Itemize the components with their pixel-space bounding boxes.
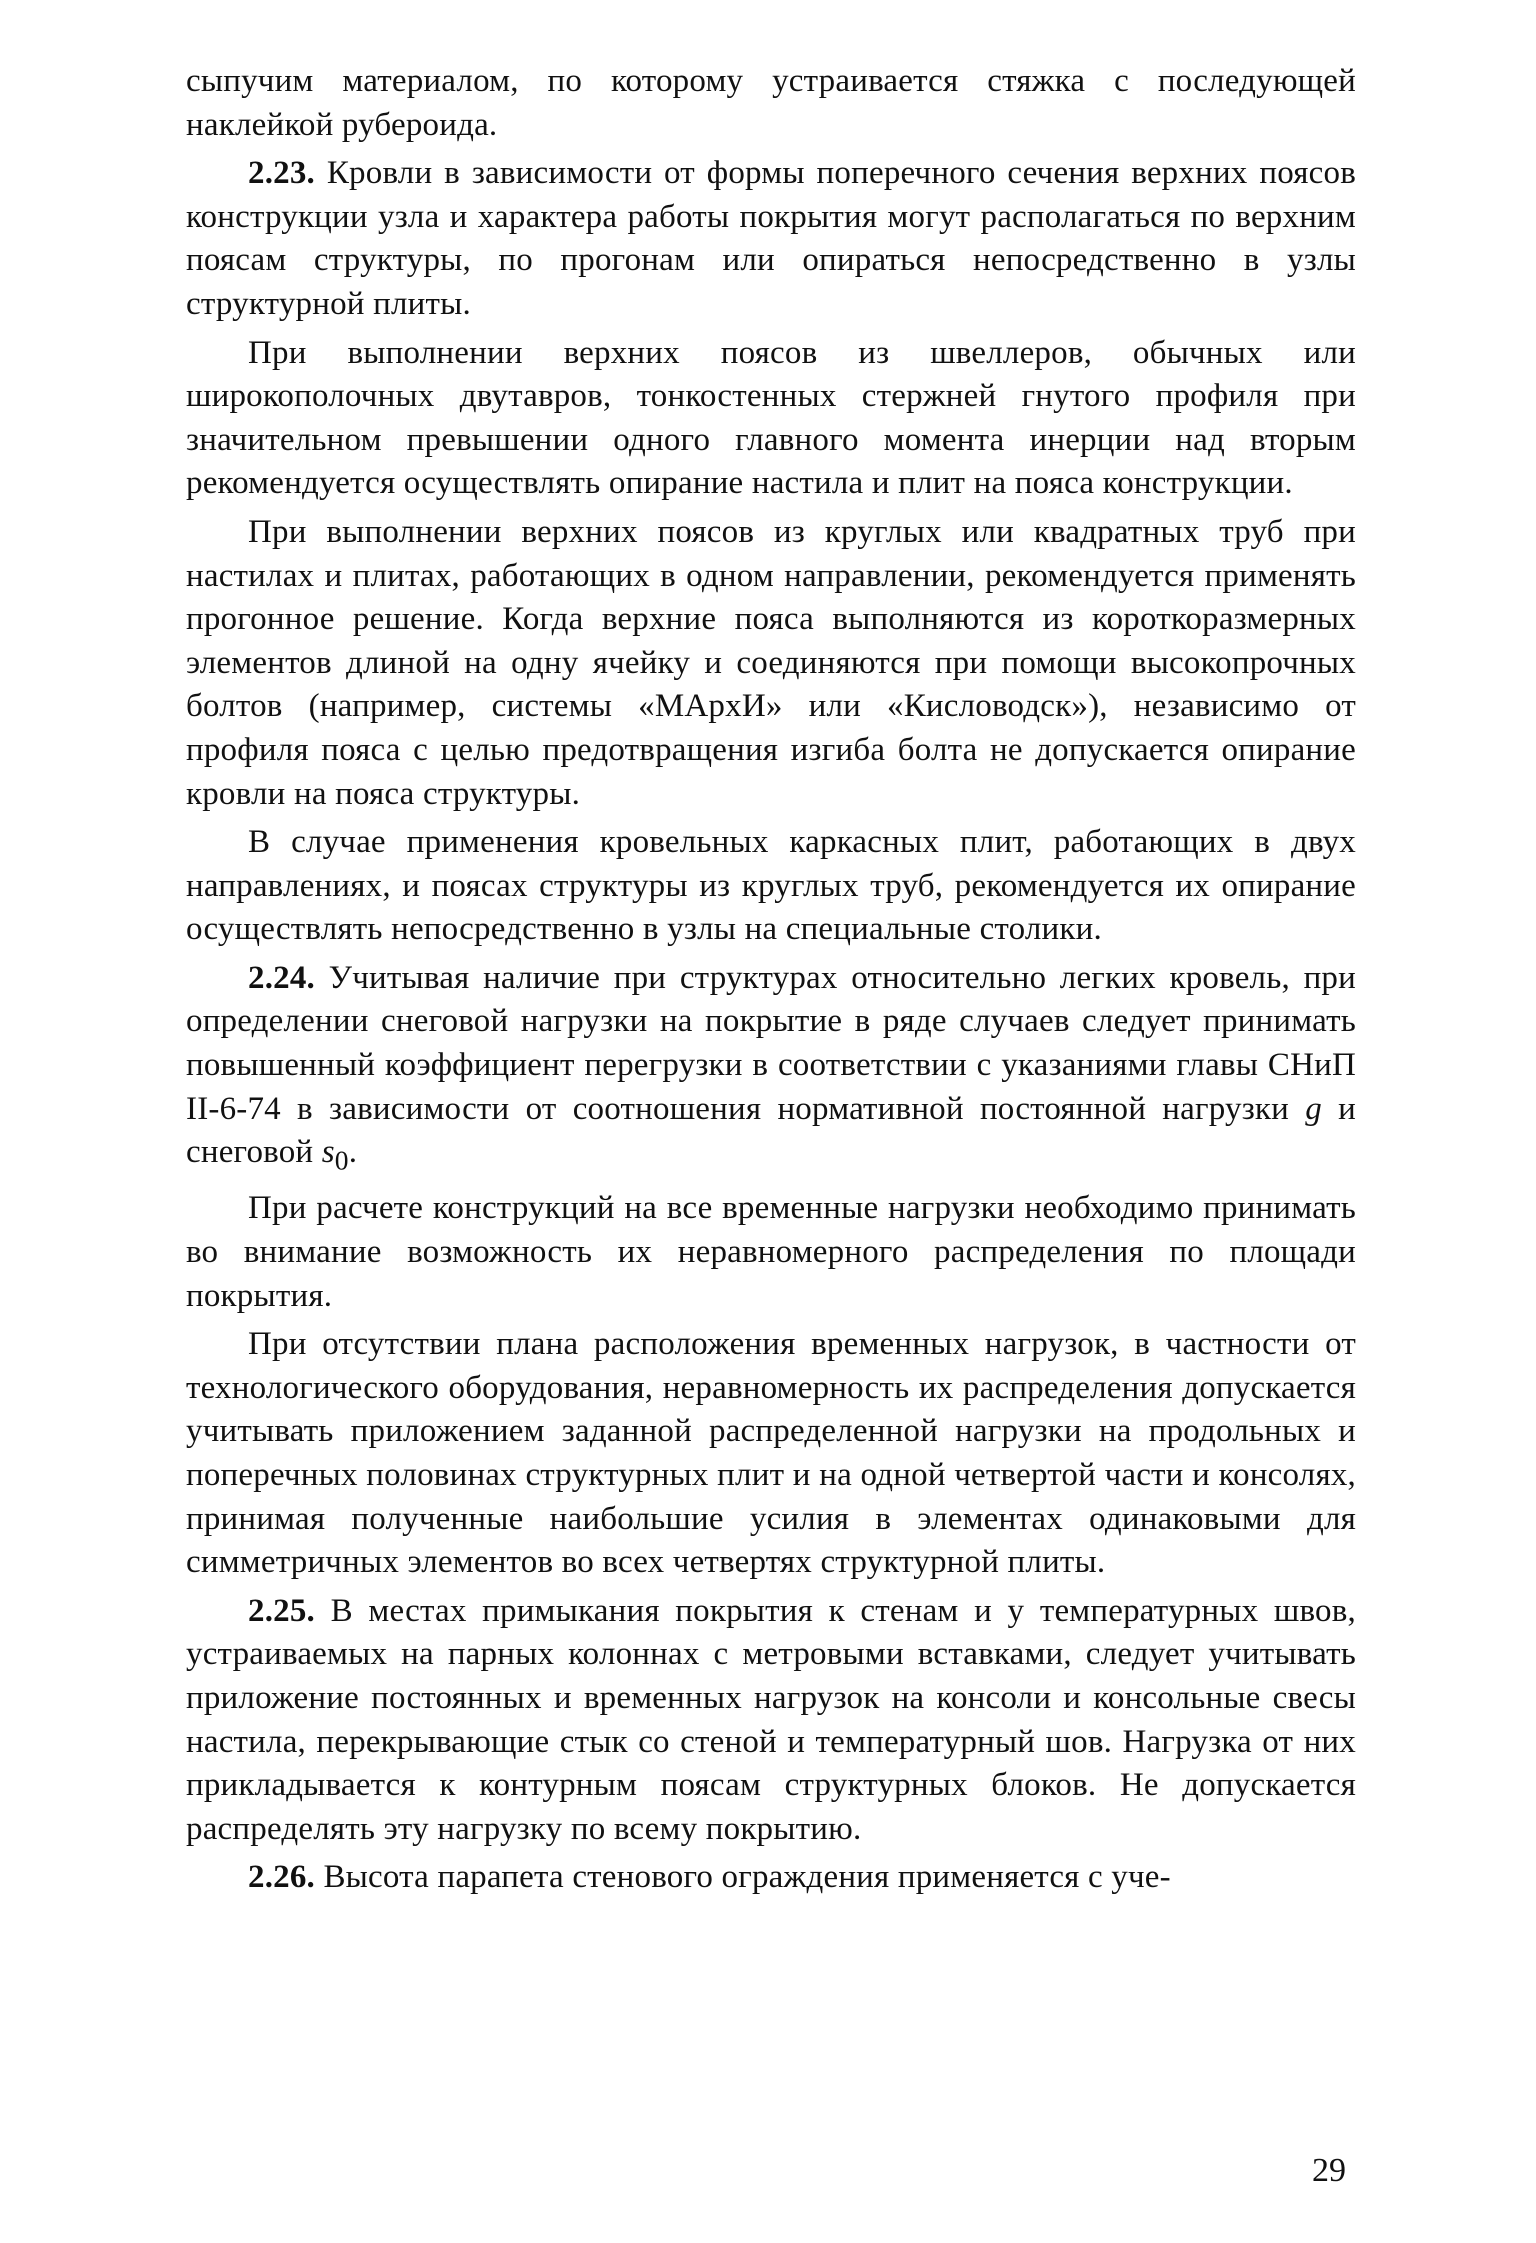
paragraph-text: При расчете конструкций на все временные нагрузки необходимо принимать во внимание возможность их неравномерного распределения по площади покрытия. [186,1190,1356,1314]
paragraph-load-plan [186,1323,1356,1585]
paragraph-temporary-loads [186,1187,1356,1318]
paragraph-text: и снеговой [186,1090,1356,1171]
paragraph-text: При выполнении верхних поясов из круглых или квадратных труб при настилах и плитах, работающих в одном направлении, рекомендуется применять прогонное решение. Когда верхние пояса выполняются из короткоразмерных элементов длиной на одну ячейку и соединяются при помощи высокопрочных болтов (например, системы «МАрхИ» или «Кисловодск»), независимо от профиля пояса с целью предотвращения изгиба болта не допускается опирание кровли на пояса структуры. [186,513,1356,812]
paragraph-text: В местах примыкания покрытия к стенам и у температурных швов, устраиваемых на парных колоннах с метровыми вставками, следует учитывать приложение постоянных и временных нагрузок на консоли и консольные свесы настила, перекрывающие стык со стеной и температурный шов. Нагрузка от них прикладывается к контурным поясам структурных блоков. Не допускается распределять эту нагрузку по всему покрытию. [186,1592,1356,1847]
paragraph-frame-slabs [186,821,1356,952]
variable-g: g [1305,1090,1322,1127]
section-2-26 [186,1856,1356,1900]
paragraph-text: При отсутствии плана расположения временных нагрузок, в частности от технологического оборудования, неравномерность их распределения допускается учитывать приложением заданной распределенной нагрузки на продольных и поперечных половинах структурных плит и на одной четвертой части и консолях, принимая полученные наибольшие усилия в элементах одинаковыми для симметричных элементов во всех четвертях структурной плиты. [186,1326,1356,1581]
section-2-23 [186,152,1356,326]
paragraph-text: При выполнении верхних поясов из швеллеров, обычных или широкополочных двутавров, тонкостенных стержней гнутого профиля при значительном превышении одного главного момента инерции над вторым рекомендуется осуществлять опирание настила и плит на пояса конструкции. [186,334,1356,502]
paragraph-text: В случае применения кровельных каркасных плит, работающих в двух направлениях, и поясах структуры из круглых труб, рекомендуется их опирание осуществлять непосредственно в узлы на специальные столики. [186,824,1356,948]
page-number: 29 [1312,2152,1346,2189]
section-number: 2.23. [248,155,315,192]
paragraph-text: сыпучим материалом, по которому устраивается стяжка с последующей наклейкой рубероида. [186,63,1356,143]
section-number: 2.24. [248,959,315,996]
paragraph-text: Высота парапета стенового ограждения применяется с уче- [315,1859,1171,1896]
paragraph-continuation [186,60,1356,147]
section-2-24 [186,957,1356,1183]
paragraph-channels [186,332,1356,506]
paragraph-text: . [348,1134,358,1171]
section-number: 2.26. [248,1859,315,1896]
section-2-25 [186,1590,1356,1852]
paragraph-text: Учитывая наличие при структурах относительно легких кровель, при определении снеговой нагрузки на покрытие в ряде случаев следует принимать повышенный коэффициент перегрузки в соответствии с указаниями главы СНиП II-6-74 в зависимости от соотношения нормативной постоянной нагрузки [186,959,1356,1127]
paragraph-text: Кровли в зависимости от формы поперечного сечения верхних поясов конструкции узла и характера работы покрытия могут располагаться по верхним поясам структуры, по прогонам или опираться непосредственно в узлы структурной плиты. [186,155,1356,322]
body-text [186,60,1356,1900]
variable-s: s [321,1134,335,1171]
paragraph-round-pipes [186,511,1356,816]
document-page [186,60,1356,2190]
section-number: 2.25. [248,1592,315,1629]
variable-subscript: 0 [334,1144,349,1176]
